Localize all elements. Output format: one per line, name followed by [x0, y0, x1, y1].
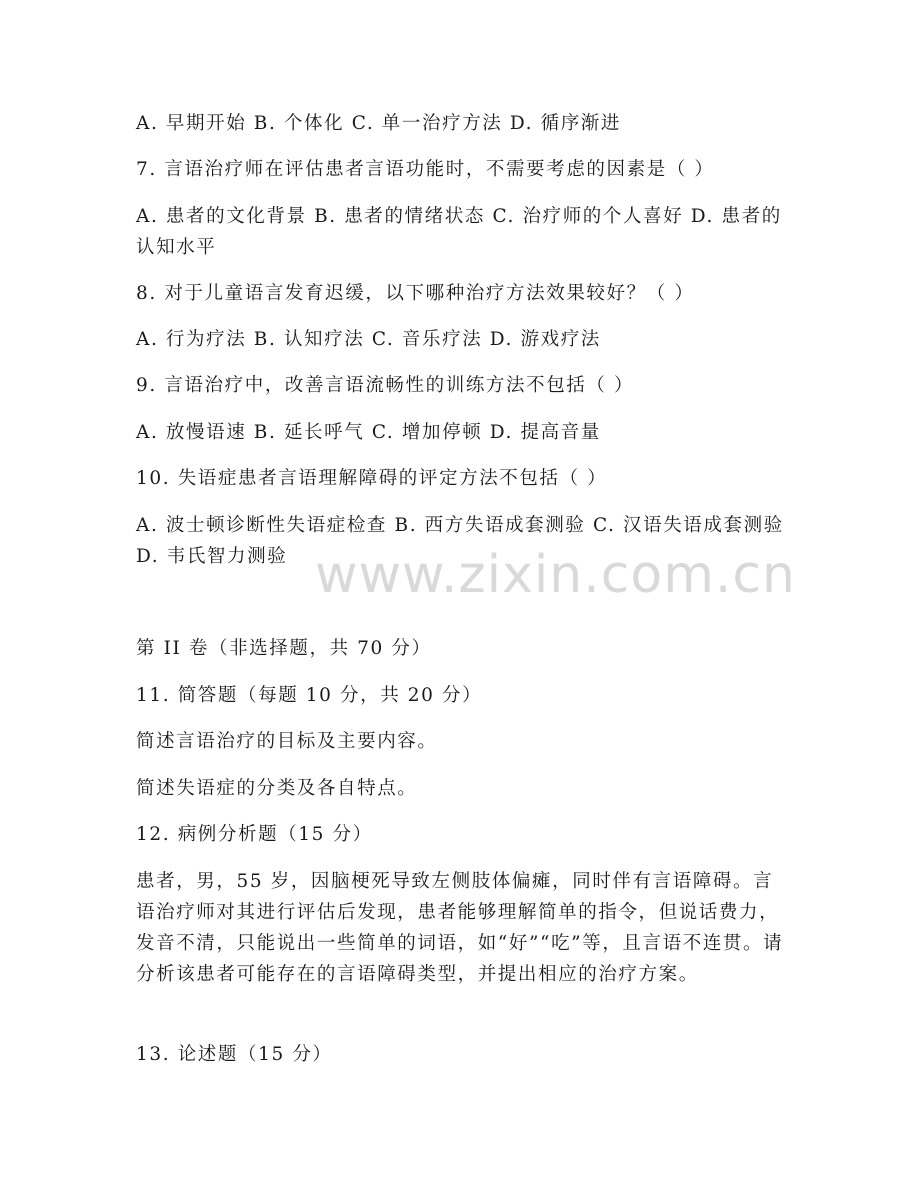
- question-13: 13. 论述题（15 分）: [136, 1044, 333, 1065]
- question-10-options: A. 波士顿诊断性失语症检查 B. 西方失语成套测验 C. 汉语失语成套测验 D. 韦氏智力测验: [136, 515, 784, 567]
- question-11-item-a: 简述言语治疗的目标及主要内容。: [136, 731, 438, 752]
- question-9: 9. 言语治疗中，改善言语流畅性的训练方法不包括（ ）: [136, 375, 635, 396]
- question-11-item-b: 简述失语症的分类及各自特点。: [136, 778, 418, 799]
- question-6-options: A. 早期开始 B. 个体化 C. 单一治疗方法 D. 循序渐进: [136, 113, 622, 134]
- question-10: 10. 失语症患者言语理解障碍的评定方法不包括（ ）: [136, 468, 608, 489]
- question-7: 7. 言语治疗师在评估患者言语功能时，不需要考虑的因素是（ ）: [136, 159, 715, 180]
- question-11: 11. 简答题（每题 10 分，共 20 分）: [136, 685, 483, 706]
- question-8: 8. 对于儿童语言发育迟缓，以下哪种治疗方法效果较好？（ ）: [136, 283, 695, 304]
- question-12-case: 患者，男，55 岁，因脑梗死导致左侧肢体偏瘫，同时伴有言语障碍。言语治疗师对其进行评估后发现，患者能够理解简单的指令，但说话费力，发音不清，只能说出一些简单的词语，如“好”“吃”等，且言语不连贯。请分析该患者可能存在的言语障碍类型，并提出相应的治疗方案。: [136, 871, 784, 985]
- question-7-options: A. 患者的文化背景 B. 患者的情绪状态 C. 治疗师的个人喜好 D. 患者的认知水平: [136, 206, 782, 258]
- question-12: 12. 病例分析题（15 分）: [136, 824, 373, 845]
- question-8-options: A. 行为疗法 B. 认知疗法 C. 音乐疗法 D. 游戏疗法: [136, 329, 601, 350]
- watermark: www.zixin.com.cn: [315, 545, 796, 605]
- section-2-heading: 第 II 卷（非选择题，共 70 分）: [136, 638, 432, 659]
- question-9-options: A. 放慢语速 B. 延长呼气 C. 增加停顿 D. 提高音量: [136, 422, 601, 443]
